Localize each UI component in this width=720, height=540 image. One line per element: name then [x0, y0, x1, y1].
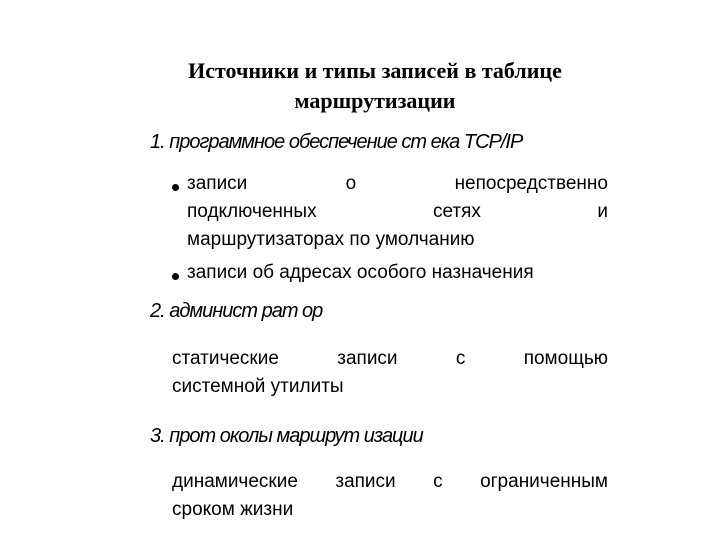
word: записи — [337, 348, 398, 369]
text-line: сроком жизни — [172, 499, 294, 520]
word: подключенных — [187, 201, 317, 222]
word: динамические — [172, 471, 298, 492]
text-line — [172, 345, 608, 373]
text-line — [187, 198, 608, 226]
protocols-description — [172, 468, 608, 524]
section-heading-software: 1. программное обеспечение ст ека TCP/IP — [150, 131, 523, 153]
word: помощью — [523, 348, 608, 369]
bullet-dot-icon — [172, 184, 179, 191]
bullet-special-addresses — [172, 259, 608, 289]
word: ограниченным — [480, 471, 608, 492]
bullet-direct-networks — [172, 170, 608, 254]
word: с — [455, 348, 466, 369]
section-heading-admin: 2. админист рат ор — [150, 300, 323, 322]
word: и — [597, 201, 608, 222]
word: о — [345, 173, 357, 194]
slide-title: Источники и типы записей в таблице маршрутизации — [188, 58, 562, 113]
bullet-dot-icon — [172, 273, 179, 280]
word: записи — [187, 173, 248, 194]
admin-description — [172, 345, 608, 401]
text-line — [172, 468, 608, 496]
word: записи — [335, 471, 396, 492]
word: с — [433, 471, 443, 492]
word: сетях — [433, 201, 481, 222]
word: непосредственно — [454, 173, 608, 194]
text-line: маршрутизаторах по умолчанию — [187, 229, 475, 250]
bullet-text — [187, 170, 608, 254]
text-line: системной утилиты — [172, 376, 344, 397]
text-line — [187, 170, 608, 198]
section-heading-protocols: 3. прот околы маршрут изации — [150, 425, 423, 447]
word: статические — [172, 348, 279, 369]
bullet-text: записи об адресах особого назначения — [187, 262, 534, 283]
